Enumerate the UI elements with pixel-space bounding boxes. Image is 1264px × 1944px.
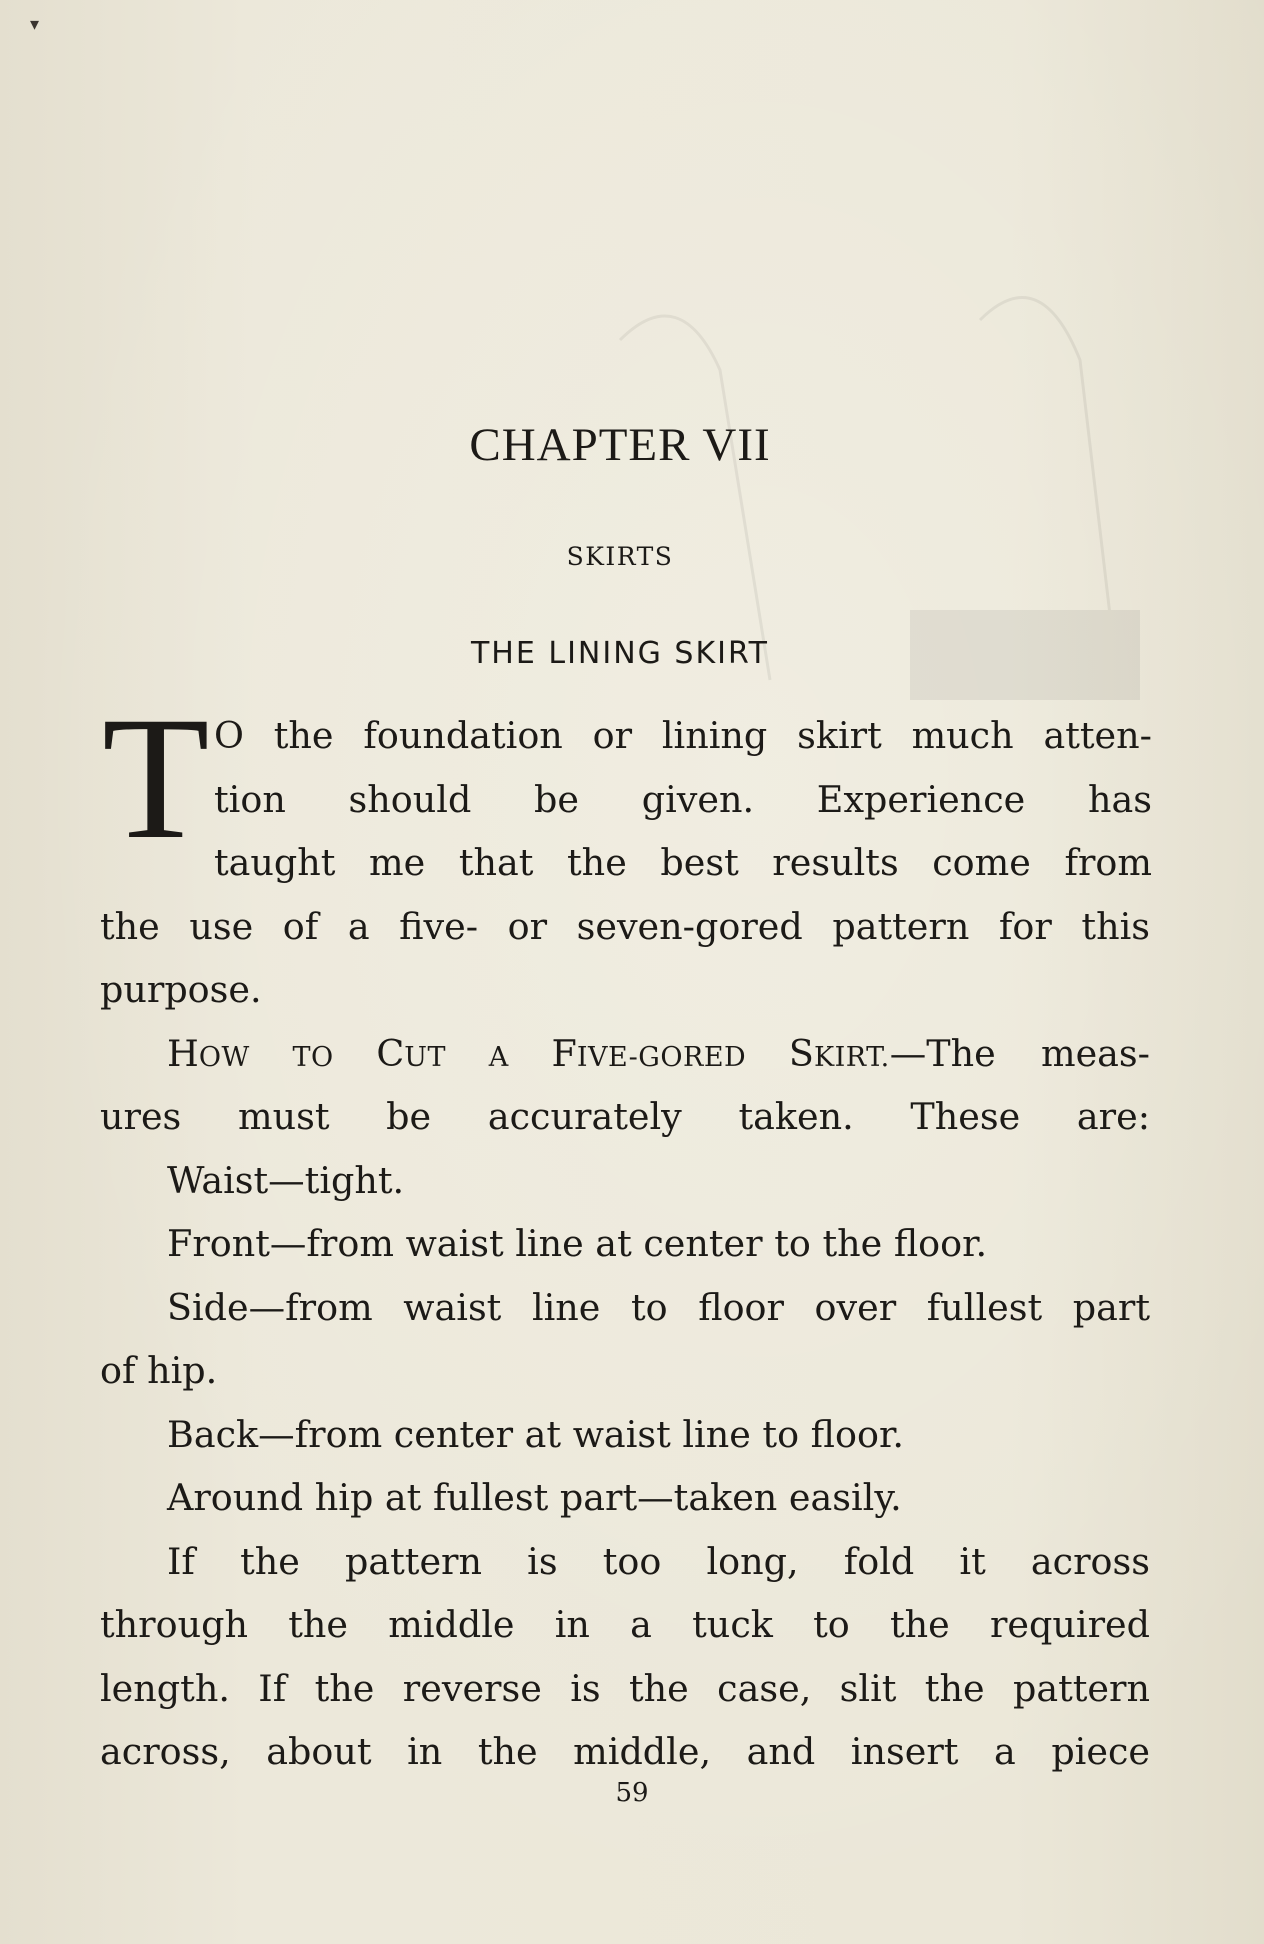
text-line: length. If the reverse is the case, slit the pattern <box>100 1666 1150 1710</box>
text-line: tion should be given. Experience has <box>214 777 1152 821</box>
ink-speck: ▾ <box>30 14 40 35</box>
text-line: Around hip at fullest part—taken easily. <box>167 1476 902 1519</box>
subheading-line <box>167 1022 1150 1086</box>
text-line: across, about in the middle, and insert a piece <box>100 1730 1150 1773</box>
text-line: taught me that the best results come from <box>214 841 1152 884</box>
page-number: 59 <box>615 1778 649 1808</box>
subheading-word: HOW TO CUT A FIVE-GORED SKIRT. <box>167 1031 890 1075</box>
chapter-subtitle: SKIRTS <box>566 542 674 571</box>
text-line: Side—from waist line to floor over fullest part <box>167 1285 1150 1329</box>
text-line: Front—from waist line at center to the floor. <box>167 1222 988 1265</box>
text-line: If the pattern is too long, fold it across <box>167 1539 1150 1583</box>
text-line: ures must be accurately taken. These are: <box>100 1095 1150 1138</box>
section-heading: THE LINING SKIRT <box>470 636 769 671</box>
text-line: purpose. <box>100 968 262 1011</box>
text-line: O the foundation or lining skirt much atten- <box>214 714 1152 757</box>
subheading-tail: —The meas- <box>889 1031 1150 1075</box>
bleed-through-illustration <box>80 40 1160 740</box>
chapter-title: CHAPTER VII <box>469 419 771 471</box>
text-line: Back—from center at waist line to floor. <box>167 1412 905 1456</box>
text-line: the use of a five- or seven-gored pattern for this <box>100 904 1150 948</box>
text-line: of hip. <box>100 1349 218 1392</box>
text-line: through the middle in a tuck to the required <box>100 1603 1150 1646</box>
text-line: Waist—tight. <box>167 1158 405 1202</box>
drop-cap: T <box>102 681 210 876</box>
